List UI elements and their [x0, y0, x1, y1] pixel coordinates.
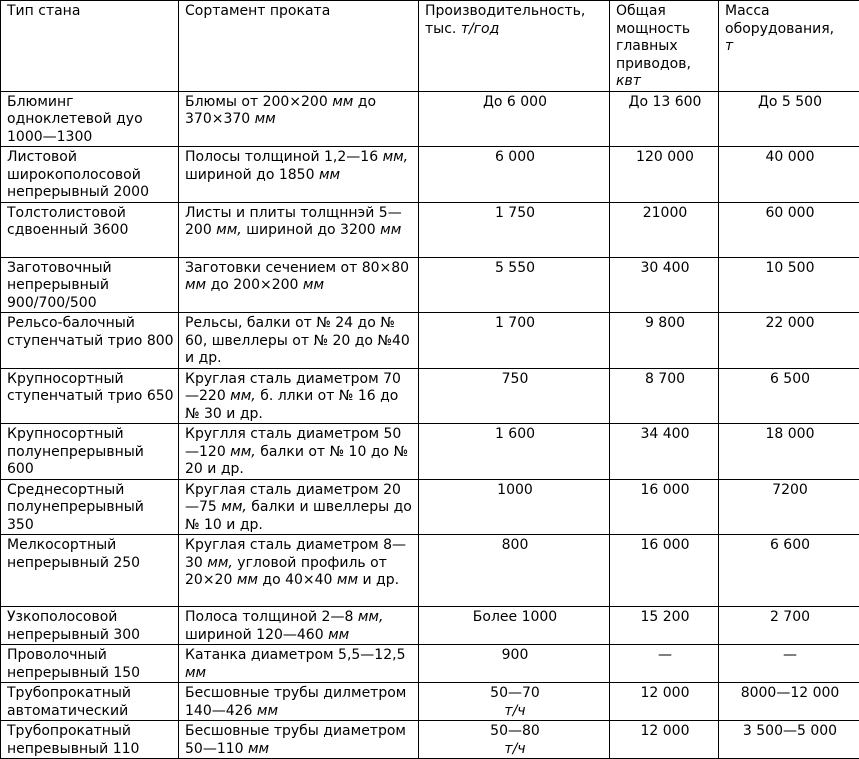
cell-mill-type: Крупносортный ступенчатый трио 650 [1, 368, 179, 424]
cell-power: 12 000 [610, 683, 719, 721]
cell-mass: 40 000 [719, 147, 859, 203]
cell-mass: 3 500—5 000 [719, 721, 859, 759]
cell-mass: До 5 500 [719, 91, 859, 147]
cell-power: 12 000 [610, 721, 719, 759]
header-productivity: Производительность, тыс. т/год [419, 1, 610, 92]
header-assortment: Сортамент проката [179, 1, 419, 92]
cell-productivity: 750 [419, 368, 610, 424]
cell-power: 16 000 [610, 479, 719, 535]
cell-productivity: 1 750 [419, 202, 610, 257]
cell-productivity: 1000 [419, 479, 610, 535]
table-row [1, 607, 859, 645]
cell-productivity: 5 550 [419, 257, 610, 313]
table-row [1, 683, 859, 721]
table-row [1, 147, 859, 203]
cell-mass: 6 600 [719, 535, 859, 607]
cell-power: 8 700 [610, 368, 719, 424]
cell-productivity: 1 700 [419, 313, 610, 369]
table-row [1, 202, 859, 257]
cell-power: 34 400 [610, 424, 719, 480]
table-row [1, 257, 859, 313]
cell-power: 120 000 [610, 147, 719, 203]
cell-mill-type: Толстолистовой сдвоенный 3600 [1, 202, 179, 257]
cell-mill-type: Трубопрокатный автоматический [1, 683, 179, 721]
cell-power: — [610, 645, 719, 683]
cell-power: 21000 [610, 202, 719, 257]
cell-assortment: Полоса толщиной 2—8 мм, шириной 120—460 мм [179, 607, 419, 645]
cell-power: 9 800 [610, 313, 719, 369]
cell-power: 30 400 [610, 257, 719, 313]
cell-productivity: 900 [419, 645, 610, 683]
table-row [1, 535, 859, 607]
cell-assortment: Листы и плиты толщннэй 5—200 мм, шириной до 3200 мм [179, 202, 419, 257]
cell-mass: 8000—12 000 [719, 683, 859, 721]
cell-productivity: 6 000 [419, 147, 610, 203]
cell-power: До 13 600 [610, 91, 719, 147]
cell-assortment: Бесшовные трубы дилметром 140—426 мм [179, 683, 419, 721]
cell-assortment: Катанка диаметром 5,5—12,5 мм [179, 645, 419, 683]
cell-mass: 7200 [719, 479, 859, 535]
table-row [1, 424, 859, 480]
table-body [1, 91, 859, 759]
header-mass: Масса оборудования, т [719, 1, 859, 92]
cell-assortment: Круглля сталь диаметром 50—120 мм, балки от № 10 до № 20 и др. [179, 424, 419, 480]
table-row [1, 91, 859, 147]
header-row [1, 1, 859, 92]
cell-assortment: Круглая сталь диаметром 8—30 мм, угловой профиль от 20×20 мм до 40×40 мм и др. [179, 535, 419, 607]
cell-productivity: 50—70 т/ч [419, 683, 610, 721]
cell-mill-type: Мелкосортный непрерывный 250 [1, 535, 179, 607]
cell-mill-type: Листовой широкополосовой непрерывный 2000 [1, 147, 179, 203]
cell-mass: 60 000 [719, 202, 859, 257]
cell-mass: 22 000 [719, 313, 859, 369]
cell-productivity: Более 1000 [419, 607, 610, 645]
cell-mass: 6 500 [719, 368, 859, 424]
cell-mill-type: Заготовочный непрерывный 900/700/500 [1, 257, 179, 313]
cell-power: 16 000 [610, 535, 719, 607]
cell-assortment: Круглая сталь диаметром 20—75 мм, балки и швеллеры до № 10 и др. [179, 479, 419, 535]
cell-mill-type: Узкополосовой непрерывный 300 [1, 607, 179, 645]
cell-mill-type: Блюминг одноклетевой дуо 1000—1300 [1, 91, 179, 147]
cell-power: 15 200 [610, 607, 719, 645]
cell-productivity: До 6 000 [419, 91, 610, 147]
cell-productivity: 800 [419, 535, 610, 607]
cell-mill-type: Рельсо-балочный ступенчатый трио 800 [1, 313, 179, 369]
cell-assortment: Полосы толщиной 1,2—16 мм, шириной до 1850 мм [179, 147, 419, 203]
cell-mill-type: Проволочный непрерывный 150 [1, 645, 179, 683]
cell-mill-type: Среднесортный полунепрерывный 350 [1, 479, 179, 535]
cell-productivity: 1 600 [419, 424, 610, 480]
cell-mass: 10 500 [719, 257, 859, 313]
cell-assortment: Заготовки сечением от 80×80 мм до 200×200 мм [179, 257, 419, 313]
cell-mill-type: Трубопрокатный непревывный 110 [1, 721, 179, 759]
cell-assortment: Рельсы, балки от № 24 до № 60, швеллеры от № 20 до №40 и др. [179, 313, 419, 369]
cell-mill-type: Крупносортный полунепрерывный 600 [1, 424, 179, 480]
cell-assortment: Бесшовные трубы диаметром 50—110 мм [179, 721, 419, 759]
table-row [1, 479, 859, 535]
cell-assortment: Блюмы от 200×200 мм до 370×370 мм [179, 91, 419, 147]
table-row [1, 368, 859, 424]
cell-assortment: Круглая сталь диаметром 70—220 мм, б. ллки от № 16 до № 30 и др. [179, 368, 419, 424]
cell-mass: 2 700 [719, 607, 859, 645]
cell-productivity: 50—80 т/ч [419, 721, 610, 759]
table-row [1, 645, 859, 683]
cell-mass: — [719, 645, 859, 683]
header-mill-type: Тип стана [1, 1, 179, 92]
table-row [1, 313, 859, 369]
header-power: Общая мощность главных приводов, квт [610, 1, 719, 92]
cell-mass: 18 000 [719, 424, 859, 480]
